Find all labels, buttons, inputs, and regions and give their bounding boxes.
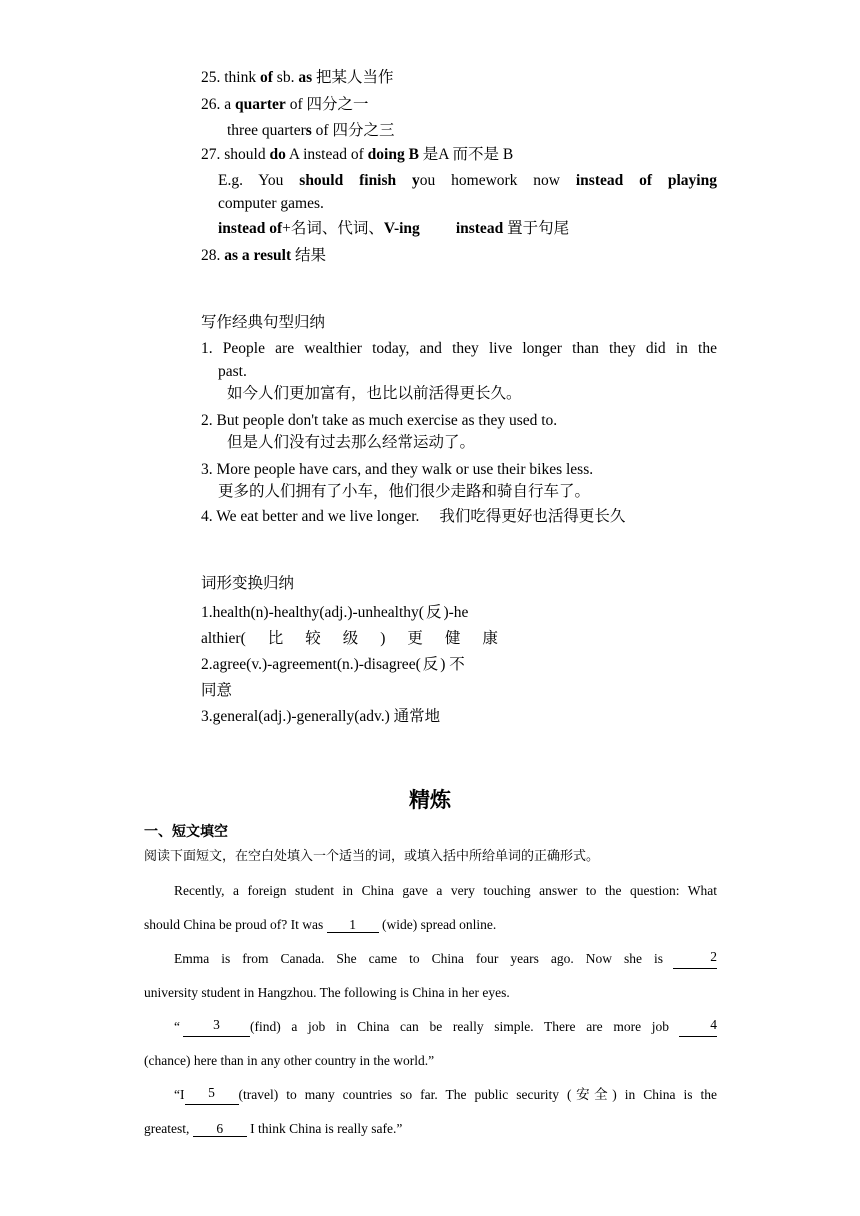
blank-2[interactable]: 2: [673, 949, 717, 969]
passage-line-4: university student in Hangzhou. The following is China in her eyes.: [144, 985, 510, 1000]
writing-sentence-2-cn: 但是人们没有过去那么经常运动了。: [227, 434, 476, 451]
phrase-27-example-cont: computer games.: [218, 195, 324, 212]
practice-section-heading: 一、短文填空: [144, 824, 228, 840]
practice-instruction: 阅读下面短文，在空白处填入一个适当的词，或填入括中所给单词的正确形式。: [144, 848, 600, 863]
phrase-27: 27. should do A instead of doing B 是A 而不是 B: [201, 146, 514, 163]
writing-sentence-2: 2. But people don't take as much exercise as they used to.: [201, 412, 558, 429]
passage-line-2: should China be proud of? It was 1 (wide) spread online.: [144, 917, 497, 932]
wordform-1: 1.health(n)-healthy(adj.)-unhealthy( 反 )-he: [201, 604, 469, 621]
writing-sentence-1-cn: 如今人们更加富有，也比以前活得更长久。: [227, 385, 522, 402]
passage-line-3: Emma is from Canada. She came to China four years ago. Now she is 2: [174, 949, 717, 969]
writing-sentence-3-cn: 更多的人们拥有了小车，他们很少走路和骑自行车了。: [218, 483, 591, 500]
phrase-25: 25. think of sb. as 把某人当作: [201, 69, 394, 86]
blank-6[interactable]: 6: [193, 1121, 247, 1137]
wordforms-heading: 词形变换归纳: [201, 575, 295, 592]
phrase-28: 28. as a result 结果: [201, 247, 327, 264]
wordform-1-cont: althier( 比 较 级 ) 更 健 康: [201, 630, 498, 647]
wordform-3: 3.general(adj.)-generally(adv.) 通常地: [201, 708, 441, 725]
writing-sentence-3: 3. More people have cars, and they walk or use their bikes less.: [201, 461, 594, 478]
passage-line-1: Recently, a foreign student in China gave a very touching answer to the question: What: [174, 883, 717, 898]
writing-heading: 写作经典句型归纳: [201, 314, 326, 331]
passage-line-5: “ 3 (find) a job in China can be really simple. There are more job 4: [174, 1017, 717, 1037]
passage-line-6: (chance) here than in any other country in the world.”: [144, 1053, 435, 1068]
blank-1[interactable]: 1: [327, 917, 379, 933]
phrase-27-rule: instead of+名词、代词、V-ing instead 置于句尾: [218, 220, 570, 237]
blank-3[interactable]: 3: [183, 1017, 250, 1037]
passage-line-7: “I 5 (travel) to many countries so far. The public security (安全) in China is the: [174, 1085, 717, 1105]
phrase-26-plural: three quarters of 四分之三: [227, 122, 395, 139]
writing-sentence-4: 4. We eat better and we live longer. 我们吃得更好也活得更长久: [201, 508, 626, 525]
blank-4[interactable]: 4: [679, 1017, 717, 1037]
wordform-2: 2.agree(v.)-agreement(n.)-disagree( 反 ) 不: [201, 656, 465, 673]
blank-5[interactable]: 5: [185, 1085, 239, 1105]
wordform-2-cont: 同意: [201, 682, 233, 699]
practice-title: 精炼: [409, 788, 451, 812]
passage-line-8: greatest, 6 I think China is really safe.”: [144, 1121, 403, 1136]
phrase-26: 26. a quarter of 四分之一: [201, 96, 369, 113]
writing-sentence-1: 1. People are wealthier today, and they live longer than they did in the: [201, 340, 717, 357]
phrase-27-example: E.g. You should finish you homework now instead of playing: [218, 172, 717, 189]
writing-sentence-1-cont: past.: [218, 363, 247, 380]
